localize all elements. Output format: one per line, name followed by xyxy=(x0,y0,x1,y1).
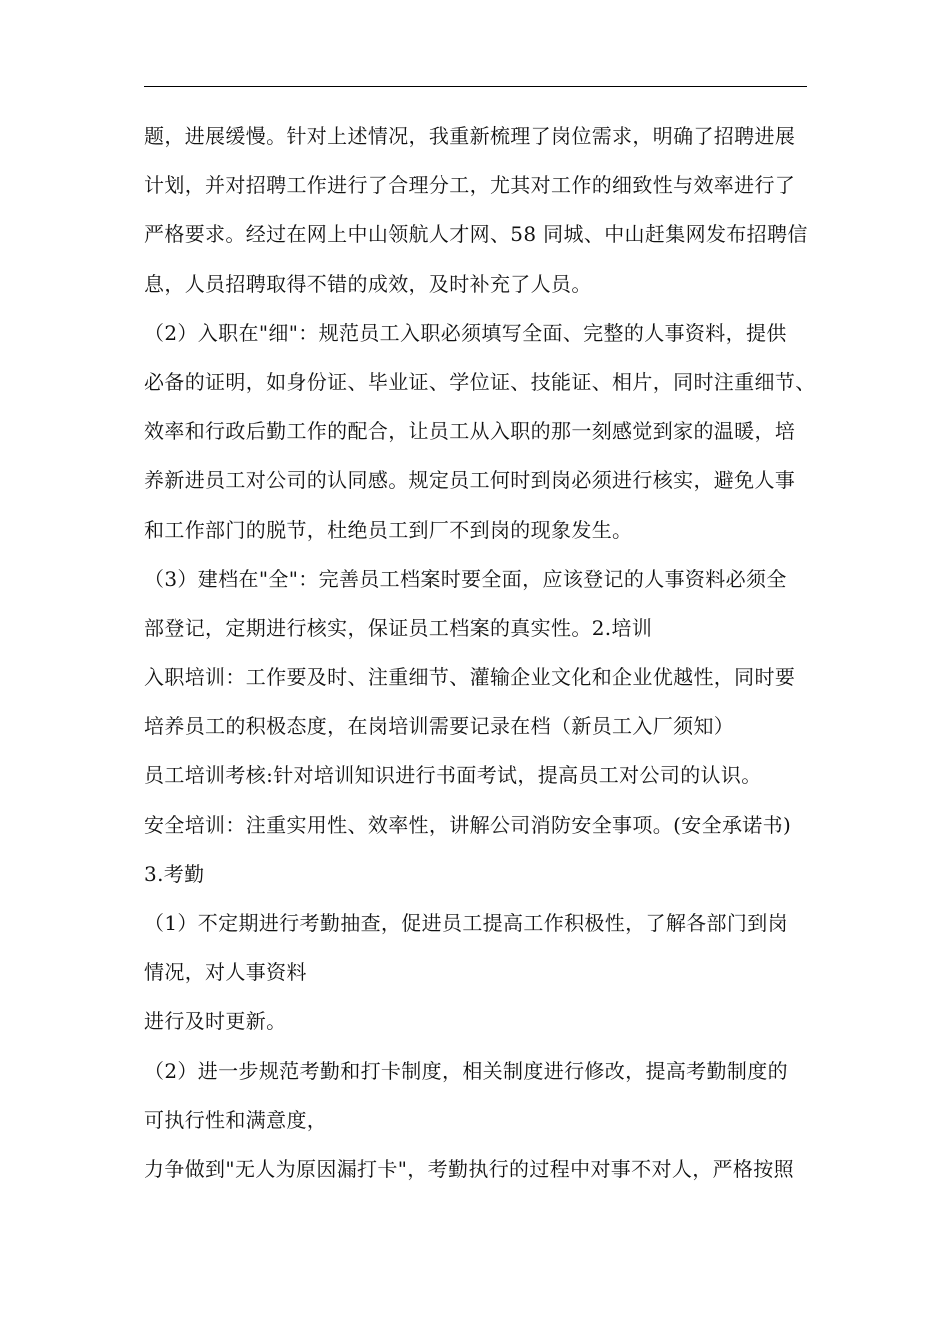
text-line: 题，进展缓慢。针对上述情况，我重新梳理了岗位需求，明确了招聘进展 xyxy=(144,124,796,148)
text-line: 可执行性和满意度， xyxy=(144,1107,328,1132)
section-heading: 3.考勤 xyxy=(144,861,205,886)
text-line: 计划，并对招聘工作进行了合理分工，尤其对工作的细致性与效率进行了 xyxy=(144,173,796,198)
text-line: 进行及时更新。 xyxy=(144,1009,287,1034)
header-rule xyxy=(144,86,807,87)
text-line: 安全培训：注重实用性、效率性，讲解公司消防安全事项。(安全承诺书) xyxy=(144,812,792,837)
text-line: 效率和行政后勤工作的配合，让员工从入职的那一刻感觉到家的温暖，培 xyxy=(144,419,796,444)
text-line: 养新进员工对公司的认同感。规定员工何时到岗必须进行核实，避免人事 xyxy=(144,468,796,493)
text-line: 必备的证明，如身份证、毕业证、学位证、技能证、相片，同时注重细节、 xyxy=(144,369,816,394)
document-body xyxy=(144,112,814,1194)
text-line: 员工培训考核:针对培训知识进行书面考试，提高员工对公司的认识。 xyxy=(144,763,762,788)
text-line: 部登记，定期进行核实，保证员工档案的真实性。2.培训 xyxy=(144,615,653,640)
text-line: （1）不定期进行考勤抽查，促进员工提高工作积极性，了解各部门到岗 xyxy=(144,911,788,935)
text-line: 严格要求。经过在网上中山领航人才网、58 同城、中山赶集网发布招聘信 xyxy=(144,222,808,247)
text-line: 力争做到"无人为原因漏打卡"，考勤执行的过程中对事不对人，严格按照 xyxy=(144,1156,794,1181)
text-line: （2）入职在"细"：规范员工入职必须填写全面、完整的人事资料，提供 xyxy=(144,320,787,345)
text-line: （3）建档在"全"：完善员工档案时要全面，应该登记的人事资料必须全 xyxy=(144,566,787,591)
text-line: 培养员工的积极态度，在岗培训需要记录在档（新员工入厂须知） xyxy=(144,714,735,739)
text-line: 情况，对人事资料 xyxy=(144,960,307,985)
text-line: 和工作部门的脱节，杜绝员工到厂不到岗的现象发生。 xyxy=(144,517,633,542)
text-line: 入职培训：工作要及时、注重细节、灌输企业文化和企业优越性，同时要 xyxy=(144,665,796,690)
text-line: （2）进一步规范考勤和打卡制度，相关制度进行修改，提高考勤制度的 xyxy=(144,1058,788,1083)
text-line: 息，人员招聘取得不错的成效，及时补充了人员。 xyxy=(144,271,592,296)
